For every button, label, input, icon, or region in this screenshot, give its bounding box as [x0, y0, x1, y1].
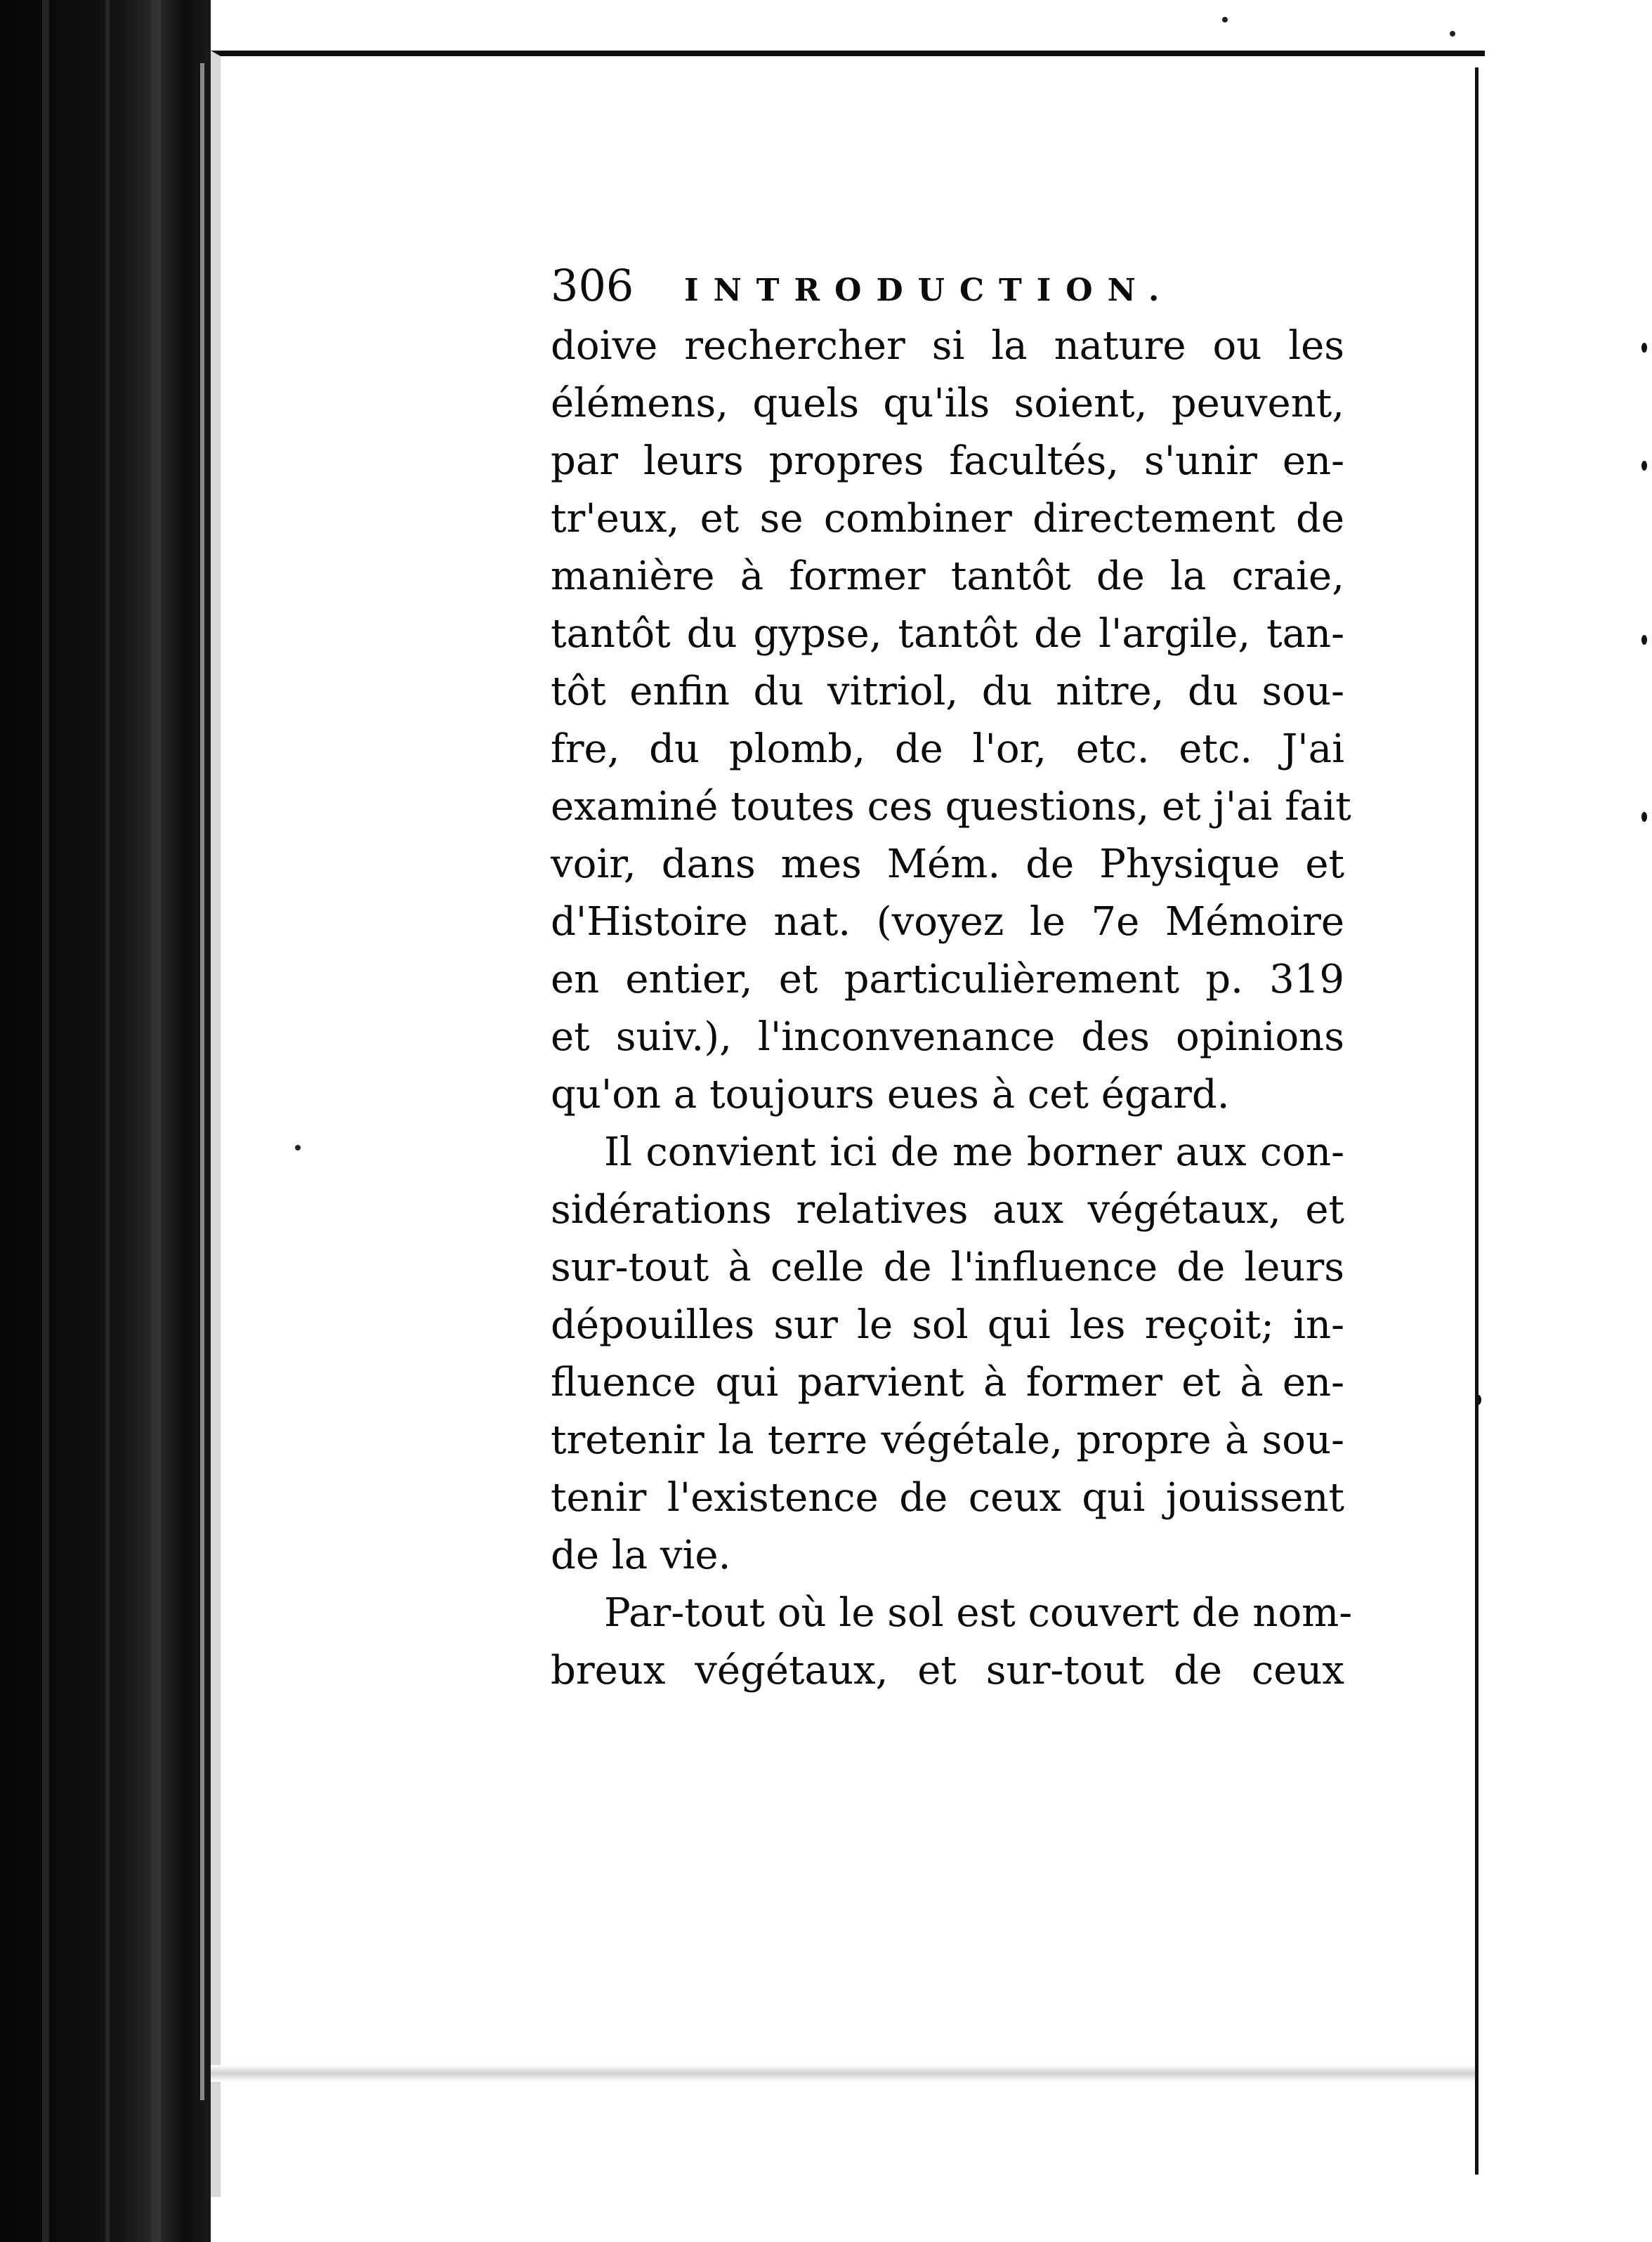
- paper-speck: [295, 1145, 301, 1150]
- page-crease: [211, 2065, 1475, 2082]
- page-number: 306: [551, 260, 634, 311]
- adjacent-page-mark: [1641, 461, 1647, 471]
- adjacent-page-mark: [1476, 1395, 1481, 1405]
- text-line: tenir l'existence de ceux qui jouissent: [551, 1475, 1344, 1521]
- paragraph: [551, 1585, 1353, 1700]
- text-line: dépouilles sur le sol qui les reçoit; in-: [551, 1302, 1344, 1348]
- paper-speck: [1222, 17, 1228, 22]
- running-head: [551, 260, 1344, 317]
- text-line: en entier, et particulièrement p. 319: [551, 957, 1344, 1002]
- text-line: Il convient ici de me borner aux con-: [604, 1129, 1344, 1175]
- text-line: tretenir la terre végétale, propre à sou-: [551, 1417, 1344, 1463]
- running-title: INTRODUCTION.: [684, 273, 1174, 308]
- text-line: sidérations relatives aux végétaux, et: [551, 1187, 1344, 1233]
- text-line: fluence qui parvient à former et à en-: [551, 1360, 1344, 1405]
- text-line: de la vie.: [551, 1533, 731, 1578]
- text-line: Par-tout où le sol est couvert de nom-: [604, 1590, 1353, 1636]
- text-line: et suiv.), l'inconvenance des opinions: [551, 1014, 1344, 1060]
- text-line: sur-tout à celle de l'influence de leurs: [551, 1245, 1344, 1290]
- adjacent-page-mark: [1641, 343, 1647, 353]
- page-text: [551, 260, 1353, 1700]
- text-line: tôt enfin du vitriol, du nitre, du sou-: [551, 669, 1344, 714]
- text-line: voir, dans mes Mém. de Physique et: [551, 841, 1344, 887]
- adjacent-page-mark: [1641, 812, 1647, 822]
- text-line: tr'eux, et se combiner directement de: [551, 496, 1344, 542]
- binding-streak: [151, 0, 161, 2242]
- paper-speck: [1450, 31, 1455, 37]
- text-line: d'Histoire nat. (voyez le 7e Mémoire: [551, 899, 1344, 945]
- text-line: par leurs propres facultés, s'unir en-: [551, 438, 1344, 484]
- page-leaf-edge: [200, 63, 204, 2100]
- text-line: manière à former tantôt de la craie,: [551, 553, 1344, 599]
- binding-streak: [105, 0, 110, 2242]
- text-line: élémens, quels qu'ils soient, peuvent,: [551, 381, 1344, 426]
- text-line: tantôt du gypse, tantôt de l'argile, tan-: [551, 611, 1344, 657]
- adjacent-page-mark: [1641, 635, 1647, 645]
- text-line: fre, du plomb, de l'or, etc. etc. J'ai: [551, 726, 1344, 772]
- paragraph: [551, 1124, 1344, 1585]
- text-line: examiné toutes ces questions, et j'ai fait: [551, 784, 1351, 830]
- text-line: breux végétaux, et sur-tout de ceux: [551, 1648, 1344, 1693]
- adjacent-page: [1475, 67, 1652, 2175]
- text-line: doive rechercher si la nature ou les: [551, 323, 1344, 369]
- binding-streak: [42, 0, 49, 2242]
- text-line: qu'on a toujours eues à cet égard.: [551, 1072, 1230, 1117]
- paragraph: [551, 317, 1351, 1124]
